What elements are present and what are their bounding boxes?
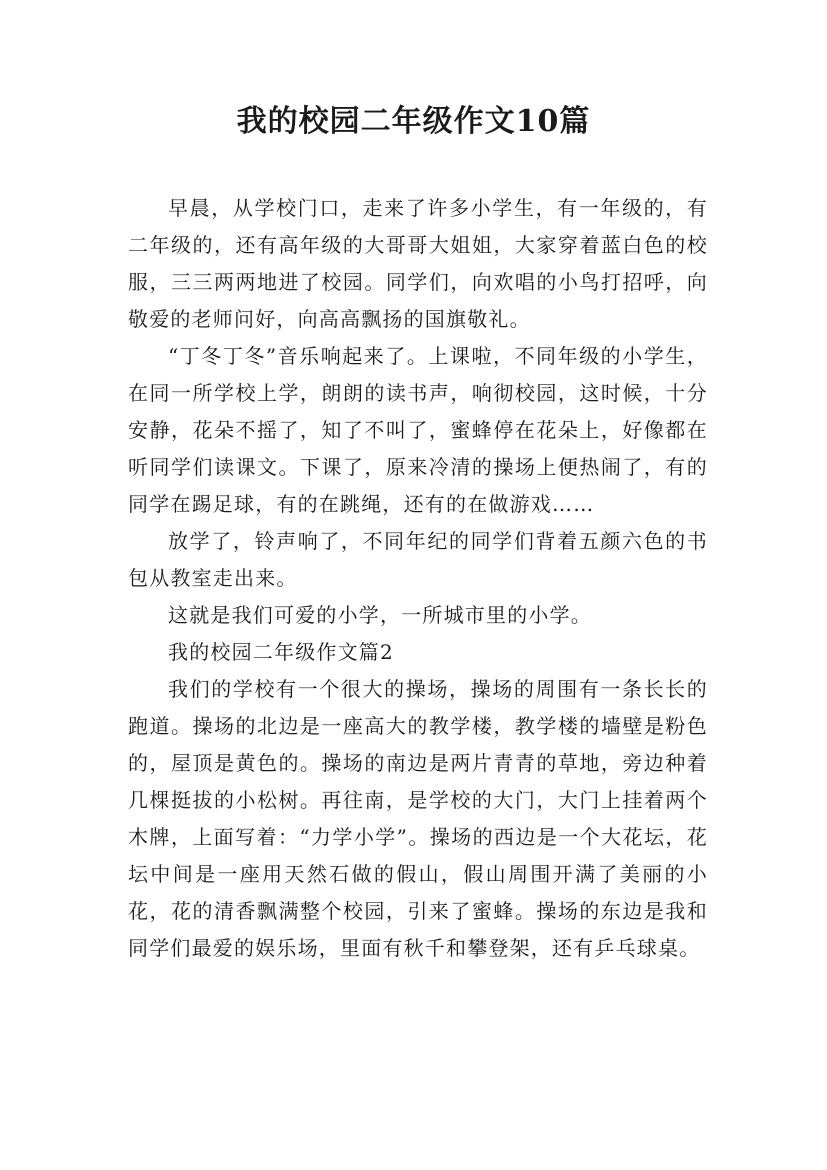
paragraph-3: 放学了，铃声响了，不同年纪的同学们背着五颜六色的书包从教室走出来。	[128, 529, 708, 590]
paragraph-5: 我们的学校有一个很大的操场，操场的周围有一条长长的跑道。操场的北边是一座高大的教学楼，教学楼的墙壁是粉色的，屋顶是黄色的。操场的南边是两片青青的草地，旁边种着几棵挺拔的小松树。再往南，是学校的大门，大门上挂着两个木牌，上面写着：“力学小学”。操场的西边是一个大花坛，花坛中间是一座用天然石做的假山，假山周围开满了美丽的小花，花的清香飘满整个校园，引来了蜜蜂。操场的东边是我和同学们最爱的娱乐场，里面有秋千和攀登架，还有乒乓球桌。	[128, 677, 708, 960]
section-heading: 我的校园二年级作文篇2	[168, 640, 394, 664]
paragraph-2: “丁冬丁冬”音乐响起来了。上课啦，不同年级的小学生，在同一所学校上学，朗朗的读书声，响彻校园，这时候，十分安静，花朵不摇了，知了不叫了，蜜蜂停在花朵上，好像都在听同学们读课文。下课了，原来冷清的操场上便热闹了，有的同学在踢足球，有的在跳绳，还有的在做游戏……	[128, 344, 708, 516]
paragraph-4: 这就是我们可爱的小学，一所城市里的小学。	[168, 603, 592, 627]
document-body	[128, 190, 708, 967]
document-title: 我的校园二年级作文10篇	[236, 104, 591, 139]
paragraph-1: 早晨，从学校门口，走来了许多小学生，有一年级的，有二年级的，还有高年级的大哥哥大姐姐，大家穿着蓝白色的校服，三三两两地进了校园。同学们，向欢唱的小鸟打招呼，向敬爱的老师问好，向高高飘扬的国旗敬礼。	[128, 196, 708, 331]
